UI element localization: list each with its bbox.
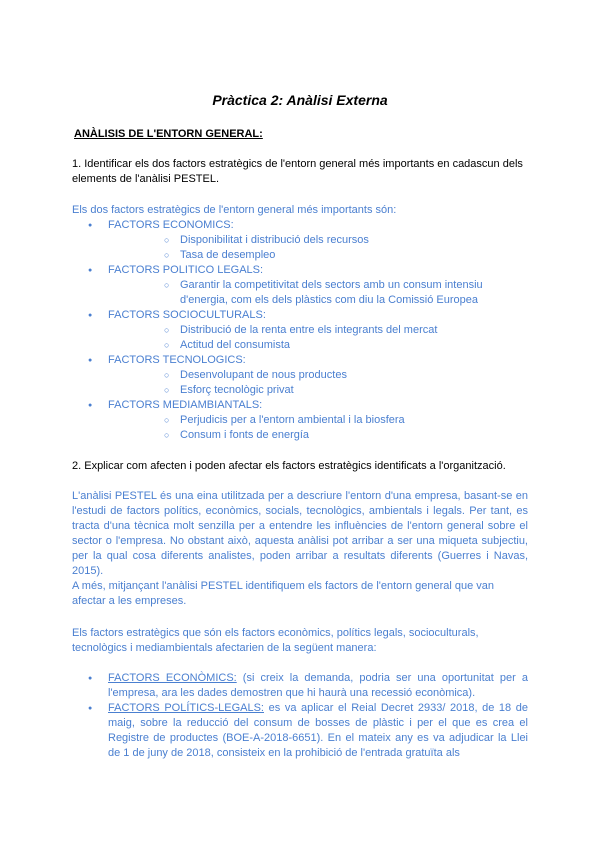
- factor-label: FACTORS ECONOMICS:: [108, 219, 234, 231]
- answer-2-paragraph-1: L'anàlisi PESTEL és una eina utilitzada per a descriure l'entorn d'una empresa, basant-se en l'estudi de factors polítics, econòmics, socials, tecnològics, ambientals i legals. Per tant, es tracta d'una tècnica molt senzilla per a entendre les influències de l'entorn general sobre el sector o l'empresa. No obstant això, aquesta anàlisi pot arribar a ser una miqueta subjectiu, per la qual cosa diferents analistes, poden arribar a resultats diferents (Guerres i Navas, 2015).: [72, 490, 528, 577]
- factor-item: [72, 353, 528, 398]
- question-1: 1. Identificar els dos factors estratègics de l'entorn general més importants en cadascun dels elements de l'anàlisi PESTEL.: [72, 158, 523, 185]
- factor-item: [72, 263, 528, 308]
- factor-subitem: ○ Actitud del consumista: [108, 338, 528, 353]
- factor-item: [72, 308, 528, 353]
- answer-2-paragraph-3: Els factors estratègics que són els factors econòmics, polítics legals, socioculturals, tecnològics i mediambientals afectarien de la següent manera:: [72, 627, 479, 654]
- question-2: 2. Explicar com afecten i poden afectar els factors estratègics identificats a l'organització.: [72, 460, 506, 472]
- effect-item: [72, 671, 528, 701]
- factor-item: [72, 218, 528, 263]
- factor-subitem: ○ Distribució de la renta entre els integrants del mercat: [108, 323, 528, 338]
- answer-2-paragraph-2: A més, mitjançant l'anàlisi PESTEL identifiquem els factors de l'entorn general que van afectar a les empreses.: [72, 580, 495, 607]
- effect-text: (si creix la demanda, podria ser una oportunitat per a l'empresa, ara les dades demostren que hi haurà una recessió econòmica).: [108, 672, 528, 699]
- factor-label: FACTORS MEDIAMBIANTALS:: [108, 399, 263, 411]
- effect-item: [72, 701, 528, 761]
- factor-subitem: ○ Garantir la competitivitat dels sectors amb un consum intensiu d'energia, com els dels plàstics com diu la Comissió Europea: [108, 278, 528, 308]
- effect-label: FACTORS POLÍTICS-LEGALS:: [108, 702, 264, 714]
- factor-subitem: ○ Consum i fonts de energía: [108, 428, 528, 443]
- factors-list: [72, 218, 528, 443]
- factor-item: [72, 398, 528, 443]
- factor-subitem: ○ Tasa de desempleo: [108, 248, 528, 263]
- factor-label: FACTORS SOCIOCULTURALS:: [108, 309, 266, 321]
- page-title: Pràctica 2: Anàlisi Externa: [212, 92, 388, 108]
- factor-subitem: ○ Perjudicis per a l'entorn ambiental i la biosfera: [108, 413, 528, 428]
- answer-1-intro: Els dos factors estratègics de l'entorn general més importants són:: [72, 204, 397, 216]
- factor-label: FACTORS TECNOLOGICS:: [108, 354, 246, 366]
- factor-subitem: ○ Desenvolupant de nous productes: [108, 368, 528, 383]
- section-heading: ANÀLISIS DE L'ENTORN GENERAL:: [74, 128, 263, 140]
- effect-text: es va aplicar el Reial Decret 2933/ 2018, de 18 de maig, sobre la reducció del consum de bosses de plàstic i per el que es crea el Registre de productes (BOE-A-2018-6651). En el mateix any es va adjudicar la Llei de 1 de juny de 2018, consisteix en la prohibició de l'entrada gratuïta als: [108, 702, 529, 759]
- factors-effects-list: [72, 671, 528, 761]
- factor-label: FACTORS POLITICO LEGALS:: [108, 264, 264, 276]
- factor-subitem: ○ Esforç tecnològic privat: [108, 383, 528, 398]
- factor-subitem: ○ Disponibilitat i distribució dels recursos: [108, 233, 528, 248]
- effect-label: FACTORS ECONÒMICS:: [108, 672, 237, 684]
